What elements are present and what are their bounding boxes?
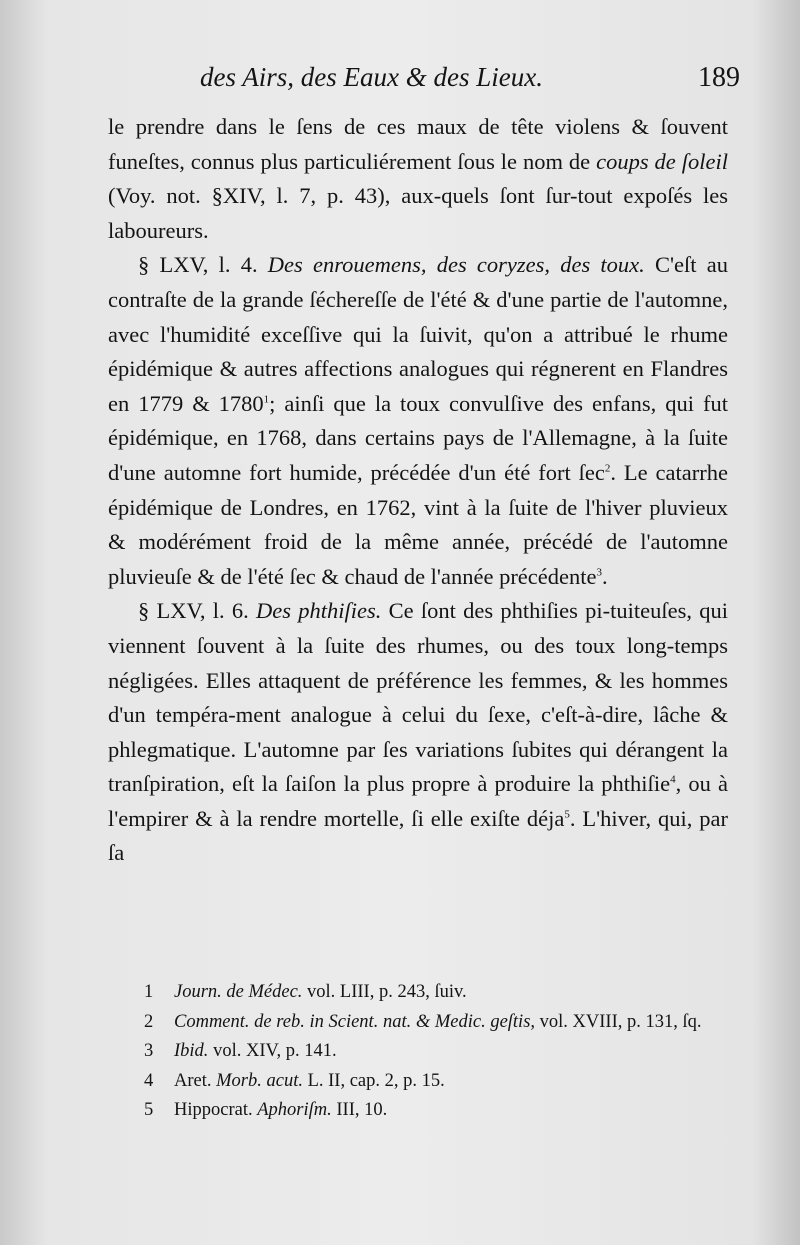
footnote-number: 1 [144, 982, 154, 1002]
footnote [108, 1037, 738, 1067]
text-run: vol. XIV, p. 141. [208, 1041, 337, 1061]
footnote-marker: 4 [670, 773, 676, 786]
italic-text: coups de ſoleil [596, 148, 728, 174]
footnotes [108, 978, 738, 1126]
italic-text: Comment. de reb. in Scient. nat. & Medic. geſtis, [174, 1011, 536, 1032]
italic-text: Des enrouemens, des coryzes, des toux. [267, 252, 645, 278]
page-number: 189 [698, 62, 740, 93]
footnote-number: 4 [144, 1070, 154, 1091]
text-run: le prendre dans le ſens de ces maux de tête violens & ſouvent funeſtes, connus plus particuliérement ſous le nom de [108, 114, 728, 174]
paragraph [108, 110, 728, 248]
text-run: III, 10. [331, 1100, 388, 1120]
text-run: Ce ſont des phthiſies pi-tuiteuſes, qui viennent ſouvent à la ſuite des rhumes, ou des toux long-temps négligées. Elles attaquent de préférence les femmes, & les hommes d'un tempéra-ment analogue à celui du ſexe, c'eſt-à-dire, lâche & phlegmatique. L'automne par ſes variations ſubites qui dérangent la tranſpiration, eſt la ſaiſon la plus propre à produire la phthiſie [108, 598, 728, 797]
text-run: § LXV, l. 6. [138, 598, 256, 624]
paragraph [108, 248, 728, 594]
italic-text: Morb. acut. [216, 1070, 303, 1091]
footnote-marker: 1 [263, 393, 270, 406]
text-run: . [602, 563, 608, 589]
text-run: C'eſt au contraſte de la grande ſéchereſſe de l'été & d'une partie de l'automne, avec l'humidité exceſſive qui la ſuivit, qu'on a attribué le rhume épidémique & autres affections analogues qui régnerent en Flandres en 1779 & 1780 [108, 252, 728, 416]
text-run: vol. XVIII, p. 131, ſq. [535, 1011, 702, 1032]
text-run: . Le catarrhe épidémique de Londres, en 1762, vint à la ſuite de l'hiver pluvieux & modérément froid de la même année, précédé de l'automne pluvieuſe & de l'été ſec & chaud de l'année précédente [108, 459, 728, 589]
italic-text: Des phthiſies. [256, 598, 382, 624]
footnote [108, 978, 738, 1008]
italic-text: Aphoriſm. [257, 1100, 332, 1120]
text-run: vol. LIII, p. 243, ſuiv. [302, 982, 467, 1002]
footnote [108, 1067, 738, 1097]
footnote-marker: 2 [604, 462, 611, 475]
text-run: (Voy. not. §XIV, l. 7, p. 43), aux-quels ſont ſur-tout expoſés les laboureurs. [108, 183, 728, 243]
italic-text: Ibid. [174, 1041, 209, 1061]
footnote [108, 1096, 738, 1126]
main-text [108, 110, 728, 871]
italic-text: Journ. de Médec. [174, 982, 303, 1002]
text-run: ; ainſi que la toux convulſive des enfans, qui fut épidémique, en 1768, dans certains pays de l'Allemagne, à la ſuite d'une automne fort humide, précédée d'un été fort ſec [108, 390, 728, 485]
footnote [108, 1008, 738, 1038]
running-title: des Airs, des Eaux & des Lieux. [200, 62, 543, 92]
paragraph [108, 594, 728, 871]
text-run: Aret. [174, 1070, 217, 1091]
footnote-marker: 3 [596, 566, 602, 579]
footnote-marker: 5 [564, 808, 570, 821]
text-run: L. II, cap. 2, p. 15. [302, 1070, 445, 1091]
footnote-number: 3 [144, 1041, 154, 1061]
footnote-number: 5 [144, 1100, 154, 1120]
text-run: . L'hiver, qui, par ſa [108, 805, 728, 866]
footnote-number: 2 [144, 1011, 154, 1032]
text-run: § LXV, l. 4. [138, 252, 268, 278]
text-run: , ou à l'empirer & à la rendre mortelle, ſi elle exiſte déja [108, 771, 728, 831]
text-run: Hippocrat. [174, 1100, 258, 1120]
